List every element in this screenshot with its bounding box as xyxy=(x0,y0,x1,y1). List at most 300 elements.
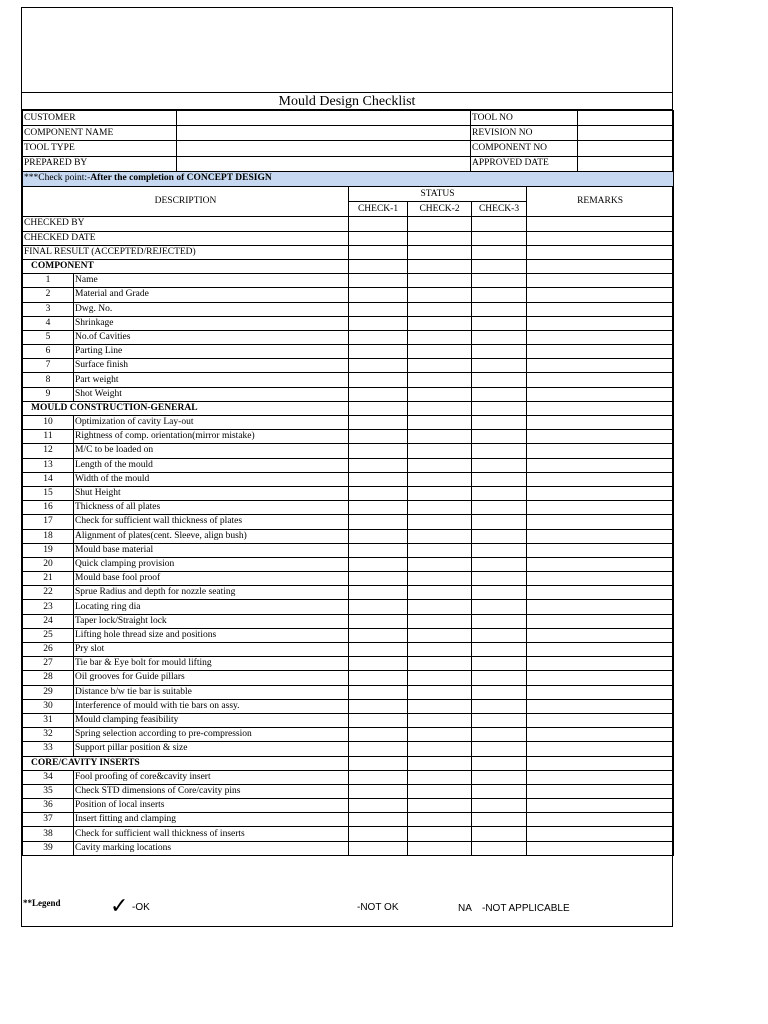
check3-cell[interactable] xyxy=(472,657,527,671)
remarks-cell[interactable] xyxy=(527,628,674,642)
check2-cell[interactable] xyxy=(408,302,472,316)
check3-cell[interactable] xyxy=(472,217,527,231)
item-number: 26 xyxy=(23,643,74,657)
checklist-sheet xyxy=(21,7,673,927)
check2-cell[interactable] xyxy=(408,245,472,259)
check1-cell[interactable] xyxy=(349,458,408,472)
remarks-cell[interactable] xyxy=(527,217,674,231)
status-header: STATUS xyxy=(349,187,527,202)
check3-cell[interactable] xyxy=(472,586,527,600)
remarks-cell[interactable] xyxy=(527,486,674,500)
check3-cell[interactable] xyxy=(472,628,527,642)
item-number: 15 xyxy=(23,486,74,500)
check2-cell[interactable] xyxy=(408,515,472,529)
remarks-cell[interactable] xyxy=(527,572,674,586)
item-description: Lifting hole thread size and positions xyxy=(74,628,349,642)
remarks-cell[interactable] xyxy=(527,557,674,571)
prepared-by-value[interactable] xyxy=(177,156,471,171)
check1-cell[interactable] xyxy=(349,671,408,685)
remarks-cell[interactable] xyxy=(527,330,674,344)
item-description: Width of the mould xyxy=(74,472,349,486)
item-description: Quick clamping provision xyxy=(74,557,349,571)
check3-header: CHECK-3 xyxy=(472,202,527,217)
item-description: Tie bar & Eye bolt for mould lifting xyxy=(74,657,349,671)
remarks-cell[interactable] xyxy=(527,416,674,430)
remarks-cell[interactable] xyxy=(527,813,674,827)
checkpoint-banner xyxy=(23,171,674,186)
check3-cell[interactable] xyxy=(472,387,527,401)
table-row xyxy=(23,784,674,798)
check3-cell[interactable] xyxy=(472,245,527,259)
check2-cell[interactable] xyxy=(408,416,472,430)
item-number: 35 xyxy=(23,784,74,798)
check2-cell[interactable] xyxy=(408,699,472,713)
tool-no-label: TOOL NO xyxy=(471,111,578,126)
item-description: Mould base material xyxy=(74,543,349,557)
check1-cell[interactable] xyxy=(349,217,408,231)
check2-cell[interactable] xyxy=(408,572,472,586)
remarks-cell[interactable] xyxy=(527,231,674,245)
component-name-value[interactable] xyxy=(177,126,471,141)
item-number: 14 xyxy=(23,472,74,486)
item-description: Position of local inserts xyxy=(74,799,349,813)
check3-cell[interactable] xyxy=(472,359,527,373)
remarks-cell[interactable] xyxy=(527,770,674,784)
check2-cell[interactable] xyxy=(408,799,472,813)
check3-cell[interactable] xyxy=(472,302,527,316)
summary-row xyxy=(23,231,674,245)
item-number: 39 xyxy=(23,841,74,855)
check2-cell[interactable] xyxy=(408,827,472,841)
approved-date-value[interactable] xyxy=(578,156,674,171)
check3-cell[interactable] xyxy=(472,643,527,657)
check1-cell[interactable] xyxy=(349,699,408,713)
item-description: Thickness of all plates xyxy=(74,501,349,515)
check3-cell[interactable] xyxy=(472,614,527,628)
check2-cell[interactable] xyxy=(408,841,472,855)
check1-cell[interactable] xyxy=(349,529,408,543)
check2-cell[interactable] xyxy=(408,614,472,628)
check3-cell[interactable] xyxy=(472,742,527,756)
check2-header: CHECK-2 xyxy=(408,202,472,217)
table-row xyxy=(23,799,674,813)
item-description: Material and Grade xyxy=(74,288,349,302)
component-no-value[interactable] xyxy=(578,141,674,156)
table-row xyxy=(23,657,674,671)
description-header: DESCRIPTION xyxy=(23,187,349,217)
item-description: Name xyxy=(74,274,349,288)
remarks-cell[interactable] xyxy=(527,643,674,657)
check3-cell[interactable] xyxy=(472,458,527,472)
remarks-cell[interactable] xyxy=(527,245,674,259)
check2-cell[interactable] xyxy=(408,430,472,444)
check2-cell[interactable] xyxy=(408,685,472,699)
table-row xyxy=(23,699,674,713)
check3-cell[interactable] xyxy=(472,501,527,515)
check3-cell[interactable] xyxy=(472,841,527,855)
check3-cell[interactable] xyxy=(472,799,527,813)
item-description: Distance b/w tie bar is suitable xyxy=(74,685,349,699)
item-description: Pry slot xyxy=(74,643,349,657)
item-description: Spring selection according to pre-compression xyxy=(74,728,349,742)
table-row xyxy=(23,572,674,586)
check2-cell[interactable] xyxy=(408,671,472,685)
check2-cell[interactable] xyxy=(408,557,472,571)
item-description: No.of Cavities xyxy=(74,330,349,344)
remarks-cell[interactable] xyxy=(527,288,674,302)
legend xyxy=(22,894,672,926)
check1-cell[interactable] xyxy=(349,486,408,500)
remarks-cell[interactable] xyxy=(527,699,674,713)
check1-cell[interactable] xyxy=(349,770,408,784)
check1-cell[interactable] xyxy=(349,643,408,657)
table-row xyxy=(23,628,674,642)
item-number: 24 xyxy=(23,614,74,628)
check2-cell[interactable] xyxy=(408,770,472,784)
checkpoint-text: After the completion of CONCEPT DESIGN xyxy=(90,173,272,184)
check3-cell[interactable] xyxy=(472,770,527,784)
check3-cell[interactable] xyxy=(472,430,527,444)
remarks-cell[interactable] xyxy=(527,458,674,472)
table-row xyxy=(23,416,674,430)
check2-cell[interactable] xyxy=(408,643,472,657)
check1-cell[interactable] xyxy=(349,401,408,415)
remarks-cell[interactable] xyxy=(527,586,674,600)
check3-cell[interactable] xyxy=(472,345,527,359)
check2-cell[interactable] xyxy=(408,373,472,387)
check3-cell[interactable] xyxy=(472,685,527,699)
check2-cell[interactable] xyxy=(408,458,472,472)
check3-cell[interactable] xyxy=(472,259,527,273)
item-number: 33 xyxy=(23,742,74,756)
check2-cell[interactable] xyxy=(408,217,472,231)
item-description: Surface finish xyxy=(74,359,349,373)
check1-cell[interactable] xyxy=(349,302,408,316)
remarks-cell[interactable] xyxy=(527,259,674,273)
check2-cell[interactable] xyxy=(408,756,472,770)
table-row xyxy=(23,515,674,529)
check3-cell[interactable] xyxy=(472,515,527,529)
item-number: 36 xyxy=(23,799,74,813)
check1-cell[interactable] xyxy=(349,600,408,614)
item-description: Locating ring dia xyxy=(74,600,349,614)
item-description: Cavity marking locations xyxy=(74,841,349,855)
check1-cell[interactable] xyxy=(349,387,408,401)
check1-cell[interactable] xyxy=(349,274,408,288)
remarks-cell[interactable] xyxy=(527,671,674,685)
item-description: Shut Height xyxy=(74,486,349,500)
check1-cell[interactable] xyxy=(349,444,408,458)
item-description: Interference of mould with tie bars on assy. xyxy=(74,699,349,713)
check3-cell[interactable] xyxy=(472,416,527,430)
table-row xyxy=(23,557,674,571)
remarks-cell[interactable] xyxy=(527,614,674,628)
check1-cell[interactable] xyxy=(349,515,408,529)
tool-no-value[interactable] xyxy=(578,111,674,126)
check1-cell[interactable] xyxy=(349,373,408,387)
check2-cell[interactable] xyxy=(408,543,472,557)
check3-cell[interactable] xyxy=(472,728,527,742)
check1-cell[interactable] xyxy=(349,472,408,486)
legend-na-symbol: NA xyxy=(458,903,472,914)
check3-cell[interactable] xyxy=(472,557,527,571)
table-row xyxy=(23,713,674,727)
item-description: Parting Line xyxy=(74,345,349,359)
remarks-cell[interactable] xyxy=(527,657,674,671)
check2-cell[interactable] xyxy=(408,444,472,458)
check3-cell[interactable] xyxy=(472,316,527,330)
table-row xyxy=(23,486,674,500)
item-description: Fool proofing of core&cavity insert xyxy=(74,770,349,784)
item-number: 22 xyxy=(23,586,74,600)
remarks-cell[interactable] xyxy=(527,728,674,742)
remarks-cell[interactable] xyxy=(527,841,674,855)
check3-cell[interactable] xyxy=(472,784,527,798)
check1-cell[interactable] xyxy=(349,657,408,671)
remarks-cell[interactable] xyxy=(527,472,674,486)
remarks-cell[interactable] xyxy=(527,373,674,387)
document-title: Mould Design Checklist xyxy=(22,92,672,110)
check2-cell[interactable] xyxy=(408,529,472,543)
remarks-cell[interactable] xyxy=(527,685,674,699)
check1-cell[interactable] xyxy=(349,330,408,344)
tool-type-value[interactable] xyxy=(177,141,471,156)
remarks-cell[interactable] xyxy=(527,600,674,614)
table-row xyxy=(23,600,674,614)
customer-label: CUSTOMER xyxy=(23,111,177,126)
check2-cell[interactable] xyxy=(408,231,472,245)
item-number: 32 xyxy=(23,728,74,742)
check1-cell[interactable] xyxy=(349,288,408,302)
check3-cell[interactable] xyxy=(472,401,527,415)
component-name-label: COMPONENT NAME xyxy=(23,126,177,141)
item-number: 34 xyxy=(23,770,74,784)
check2-cell[interactable] xyxy=(408,259,472,273)
check3-cell[interactable] xyxy=(472,288,527,302)
item-description: Optimization of cavity Lay-out xyxy=(74,416,349,430)
check3-cell[interactable] xyxy=(472,373,527,387)
table-row xyxy=(23,501,674,515)
checkmark-icon: ✓ xyxy=(110,894,129,919)
check1-cell[interactable] xyxy=(349,784,408,798)
remarks-cell[interactable] xyxy=(527,543,674,557)
table-row xyxy=(23,813,674,827)
customer-value[interactable] xyxy=(177,111,471,126)
check2-cell[interactable] xyxy=(408,600,472,614)
check3-cell[interactable] xyxy=(472,231,527,245)
check1-cell[interactable] xyxy=(349,345,408,359)
revision-no-value[interactable] xyxy=(578,126,674,141)
check3-cell[interactable] xyxy=(472,671,527,685)
remarks-cell[interactable] xyxy=(527,784,674,798)
check2-cell[interactable] xyxy=(408,387,472,401)
check2-cell[interactable] xyxy=(408,728,472,742)
check1-cell[interactable] xyxy=(349,245,408,259)
item-number: 16 xyxy=(23,501,74,515)
check1-cell[interactable] xyxy=(349,685,408,699)
approved-date-label: APPROVED DATE xyxy=(471,156,578,171)
remarks-cell[interactable] xyxy=(527,401,674,415)
check2-cell[interactable] xyxy=(408,401,472,415)
check3-cell[interactable] xyxy=(472,813,527,827)
check3-cell[interactable] xyxy=(472,444,527,458)
item-number: 18 xyxy=(23,529,74,543)
check2-cell[interactable] xyxy=(408,713,472,727)
check1-cell[interactable] xyxy=(349,501,408,515)
check1-cell[interactable] xyxy=(349,756,408,770)
check1-cell[interactable] xyxy=(349,557,408,571)
remarks-cell[interactable] xyxy=(527,529,674,543)
legend-na: -NOT APPLICABLE xyxy=(482,903,570,914)
check2-cell[interactable] xyxy=(408,501,472,515)
item-number: 20 xyxy=(23,557,74,571)
check3-cell[interactable] xyxy=(472,486,527,500)
check1-cell[interactable] xyxy=(349,827,408,841)
table-row xyxy=(23,827,674,841)
table-row xyxy=(23,373,674,387)
section-heading-row xyxy=(23,259,674,273)
check3-cell[interactable] xyxy=(472,699,527,713)
check1-cell[interactable] xyxy=(349,742,408,756)
check1-cell[interactable] xyxy=(349,586,408,600)
summary-label: CHECKED BY xyxy=(23,217,349,231)
table-row xyxy=(23,359,674,373)
table-row xyxy=(23,529,674,543)
item-number: 37 xyxy=(23,813,74,827)
item-number: 4 xyxy=(23,316,74,330)
item-description: Dwg. No. xyxy=(74,302,349,316)
check3-cell[interactable] xyxy=(472,713,527,727)
check3-cell[interactable] xyxy=(472,572,527,586)
table-row xyxy=(23,586,674,600)
item-number: 30 xyxy=(23,699,74,713)
table-row xyxy=(23,770,674,784)
item-number: 3 xyxy=(23,302,74,316)
check3-cell[interactable] xyxy=(472,472,527,486)
item-description: Mould clamping feasibility xyxy=(74,713,349,727)
check2-cell[interactable] xyxy=(408,628,472,642)
table-row xyxy=(23,458,674,472)
remarks-cell[interactable] xyxy=(527,359,674,373)
check3-cell[interactable] xyxy=(472,827,527,841)
check3-cell[interactable] xyxy=(472,543,527,557)
check1-cell[interactable] xyxy=(349,259,408,273)
check2-cell[interactable] xyxy=(408,813,472,827)
item-number: 27 xyxy=(23,657,74,671)
check3-cell[interactable] xyxy=(472,274,527,288)
check3-cell[interactable] xyxy=(472,756,527,770)
check2-cell[interactable] xyxy=(408,784,472,798)
table-row xyxy=(23,742,674,756)
item-description: Mould base fool proof xyxy=(74,572,349,586)
item-description: Alignment of plates(cent. Sleeve, align bush) xyxy=(74,529,349,543)
check1-cell[interactable] xyxy=(349,416,408,430)
check2-cell[interactable] xyxy=(408,316,472,330)
item-description: Insert fitting and clamping xyxy=(74,813,349,827)
item-number: 25 xyxy=(23,628,74,642)
remarks-cell[interactable] xyxy=(527,713,674,727)
remarks-cell[interactable] xyxy=(527,799,674,813)
check1-cell[interactable] xyxy=(349,728,408,742)
revision-no-label: REVISION NO xyxy=(471,126,578,141)
check1-cell[interactable] xyxy=(349,430,408,444)
check1-cell[interactable] xyxy=(349,813,408,827)
check2-cell[interactable] xyxy=(408,274,472,288)
table-row xyxy=(23,444,674,458)
table-row xyxy=(23,543,674,557)
check2-cell[interactable] xyxy=(408,330,472,344)
remarks-cell[interactable] xyxy=(527,827,674,841)
check2-cell[interactable] xyxy=(408,486,472,500)
item-description: Shot Weight xyxy=(74,387,349,401)
item-number: 5 xyxy=(23,330,74,344)
check1-cell[interactable] xyxy=(349,359,408,373)
remarks-cell[interactable] xyxy=(527,345,674,359)
check1-header: CHECK-1 xyxy=(349,202,408,217)
item-description: Taper lock/Straight lock xyxy=(74,614,349,628)
check2-cell[interactable] xyxy=(408,472,472,486)
item-description: Shrinkage xyxy=(74,316,349,330)
remarks-cell[interactable] xyxy=(527,316,674,330)
check2-cell[interactable] xyxy=(408,359,472,373)
check1-cell[interactable] xyxy=(349,713,408,727)
item-number: 28 xyxy=(23,671,74,685)
summary-label: CHECKED DATE xyxy=(23,231,349,245)
remarks-cell[interactable] xyxy=(527,387,674,401)
item-number: 11 xyxy=(23,430,74,444)
table-row xyxy=(23,841,674,855)
table-row xyxy=(23,643,674,657)
tool-type-label: TOOL TYPE xyxy=(23,141,177,156)
item-number: 38 xyxy=(23,827,74,841)
table-row xyxy=(23,472,674,486)
item-number: 17 xyxy=(23,515,74,529)
item-description: Check for sufficient wall thickness of plates xyxy=(74,515,349,529)
check3-cell[interactable] xyxy=(472,330,527,344)
remarks-cell[interactable] xyxy=(527,274,674,288)
component-no-label: COMPONENT NO xyxy=(471,141,578,156)
table-row xyxy=(23,330,674,344)
remarks-cell[interactable] xyxy=(527,742,674,756)
item-number: 21 xyxy=(23,572,74,586)
item-number: 2 xyxy=(23,288,74,302)
check2-cell[interactable] xyxy=(408,345,472,359)
check1-cell[interactable] xyxy=(349,543,408,557)
check1-cell[interactable] xyxy=(349,614,408,628)
check2-cell[interactable] xyxy=(408,657,472,671)
section-heading-row xyxy=(23,401,674,415)
check1-cell[interactable] xyxy=(349,316,408,330)
table-row xyxy=(23,345,674,359)
remarks-cell[interactable] xyxy=(527,515,674,529)
check1-cell[interactable] xyxy=(349,231,408,245)
remarks-cell[interactable] xyxy=(527,302,674,316)
remarks-cell[interactable] xyxy=(527,430,674,444)
check3-cell[interactable] xyxy=(472,600,527,614)
check2-cell[interactable] xyxy=(408,742,472,756)
remarks-cell[interactable] xyxy=(527,444,674,458)
remarks-cell[interactable] xyxy=(527,756,674,770)
check1-cell[interactable] xyxy=(349,841,408,855)
check2-cell[interactable] xyxy=(408,586,472,600)
check1-cell[interactable] xyxy=(349,628,408,642)
remarks-cell[interactable] xyxy=(527,501,674,515)
check1-cell[interactable] xyxy=(349,572,408,586)
check3-cell[interactable] xyxy=(472,529,527,543)
check1-cell[interactable] xyxy=(349,799,408,813)
item-description: Oil grooves for Guide pillars xyxy=(74,671,349,685)
check2-cell[interactable] xyxy=(408,288,472,302)
